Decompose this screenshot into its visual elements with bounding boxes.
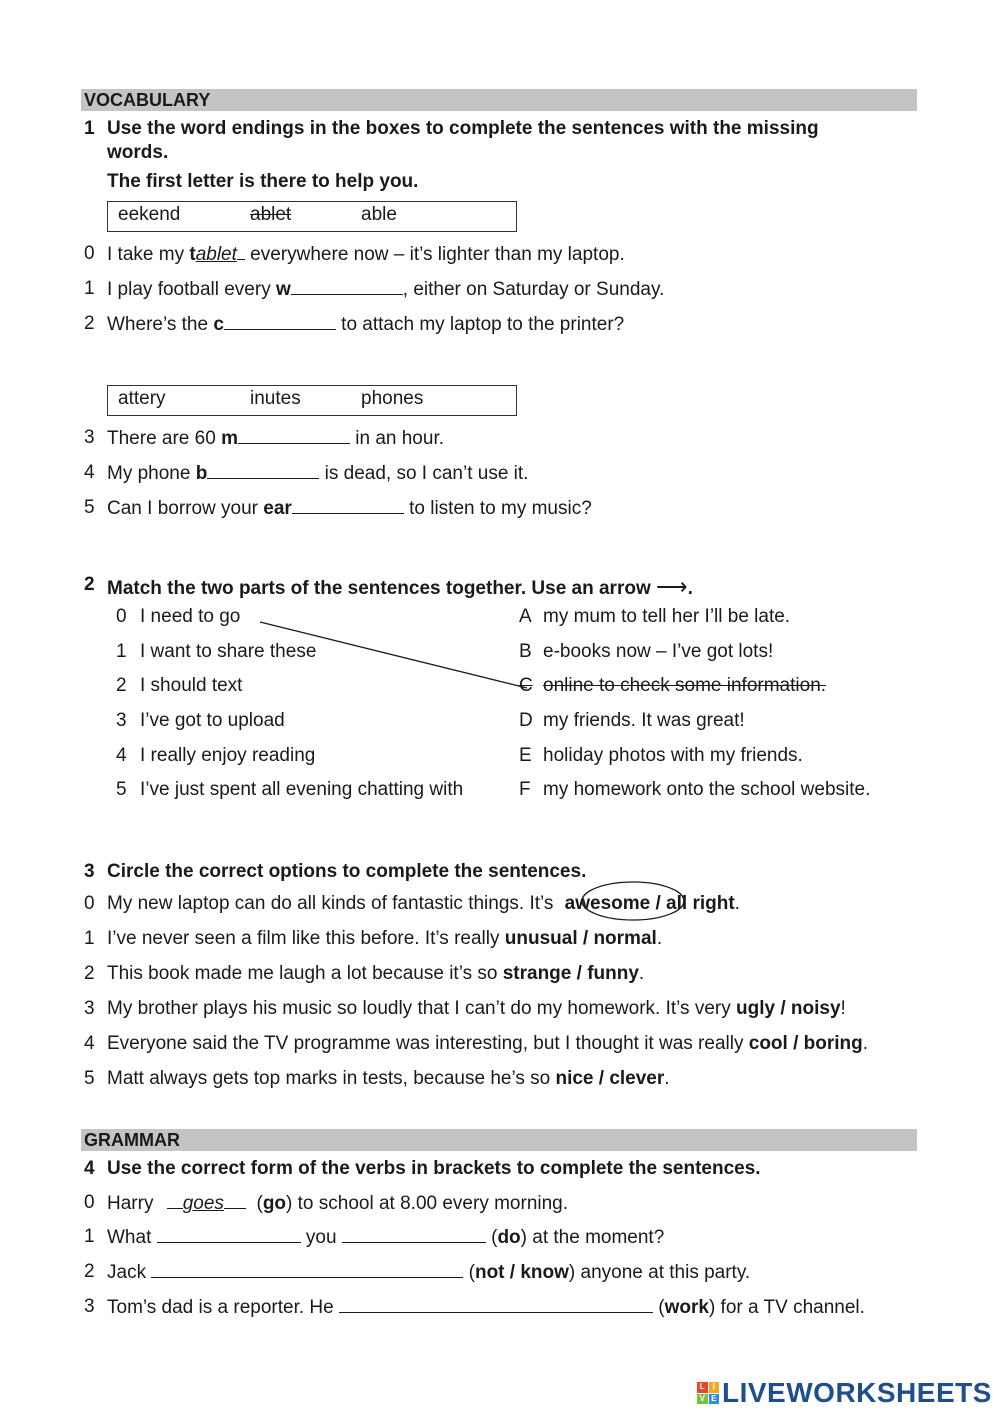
sentence: My brother plays his music so loudly that I can’t do my homework. It’s very ugly / noisy! <box>107 998 846 1019</box>
word-ending: able <box>361 204 397 225</box>
sentence: This book made me laugh a lot because it’s so strange / funny. <box>107 963 645 984</box>
section-header-vocabulary: VOCABULARY <box>81 89 917 111</box>
option-pair[interactable]: nice / clever <box>555 1068 665 1089</box>
logo-mark-icon: L I V E <box>697 1382 719 1404</box>
option-pair[interactable]: unusual / normal <box>504 928 657 949</box>
match-right-letter: A <box>519 606 532 627</box>
match-right-letter: F <box>519 779 531 800</box>
arrow-icon: ⟶ <box>656 574 688 599</box>
answer-example: ablet <box>195 244 237 265</box>
exercise-number: 3 <box>84 861 95 882</box>
match-right-item[interactable]: my homework onto the school website. <box>543 779 871 800</box>
match-right-item[interactable]: my friends. It was great! <box>543 710 745 731</box>
word-ending: eekend <box>118 204 181 225</box>
option-pair[interactable]: awesome / all right <box>564 893 735 914</box>
match-left-number: 1 <box>116 641 127 662</box>
item-number: 1 <box>84 278 95 299</box>
match-left-number: 5 <box>116 779 127 800</box>
match-left-item[interactable]: I should text <box>140 675 243 696</box>
match-right-letter: E <box>519 745 532 766</box>
answer-blank[interactable] <box>342 1226 486 1243</box>
item-number: 0 <box>84 243 95 264</box>
match-right-item[interactable]: my mum to tell her I’ll be late. <box>543 606 791 627</box>
item-number: 0 <box>84 1192 95 1213</box>
sentence: Where’s the c to attach my laptop to the printer? <box>107 314 625 335</box>
sentence: What you (do) at the moment? <box>107 1227 665 1248</box>
sentence: I play football every w , either on Saturday or Sunday. <box>107 279 665 300</box>
match-left-number: 4 <box>116 745 127 766</box>
match-left-item[interactable]: I want to share these <box>140 641 317 662</box>
match-right-item[interactable]: holiday photos with my friends. <box>543 745 803 766</box>
exercise-instruction: Use the correct form of the verbs in brackets to complete the sentences. <box>107 1158 761 1179</box>
option-pair[interactable]: cool / boring <box>748 1033 863 1054</box>
exercise-number: 1 <box>84 118 95 139</box>
exercise-instruction: Use the word endings in the boxes to complete the sentences with the missing <box>107 118 819 139</box>
match-left-item[interactable]: I’ve just spent all evening chatting with <box>140 779 464 800</box>
item-number: 3 <box>84 427 95 448</box>
match-left-number: 2 <box>116 675 127 696</box>
liveworksheets-logo[interactable] <box>697 1378 992 1408</box>
item-number: 1 <box>84 928 95 949</box>
word-ending: inutes <box>250 388 301 409</box>
answer-blank[interactable] <box>339 1296 653 1313</box>
item-number: 0 <box>84 893 95 914</box>
word-ending: phones <box>361 388 424 409</box>
sentence: Jack (not / know) anyone at this party. <box>107 1262 751 1283</box>
match-right-letter: C <box>519 675 533 696</box>
item-number: 2 <box>84 963 95 984</box>
match-right-letter: D <box>519 710 533 731</box>
sentence: Everyone said the TV programme was interesting, but I thought it was really cool / boring. <box>107 1033 869 1054</box>
item-number: 2 <box>84 1261 95 1282</box>
sentence: I’ve never seen a film like this before. It’s really unusual / normal. <box>107 928 663 949</box>
match-right-item[interactable]: e-books now – I’ve got lots! <box>543 641 774 662</box>
sentence: Can I borrow your ear to listen to my music? <box>107 498 592 519</box>
sentence: I take my tablet everywhere now – it’s lighter than my laptop. <box>107 244 625 265</box>
word-ending-used: ablet <box>250 204 292 225</box>
sentence: My new laptop can do all kinds of fantastic things. It’s awesome / all right. <box>107 893 740 914</box>
option-pair[interactable]: strange / funny <box>502 963 639 984</box>
word-ending: attery <box>118 388 166 409</box>
match-right-letter: B <box>519 641 532 662</box>
item-number: 4 <box>84 1033 95 1054</box>
item-number: 3 <box>84 1296 95 1317</box>
exercise-instruction: Circle the correct options to complete the sentences. <box>107 861 587 882</box>
sentence: Harry goes (go) to school at 8.00 every morning. <box>107 1193 569 1214</box>
logo-text: LIVEWORKSHEETS <box>722 1377 992 1408</box>
match-left-number: 0 <box>116 606 127 627</box>
item-number: 1 <box>84 1226 95 1247</box>
item-number: 4 <box>84 462 95 483</box>
item-number: 5 <box>84 497 95 518</box>
exercise-instruction: Match the two parts of the sentences together. Use an arrow ⟶. <box>107 574 693 599</box>
match-left-number: 3 <box>116 710 127 731</box>
exercise-number: 4 <box>84 1158 95 1179</box>
answer-example: goes <box>182 1193 224 1214</box>
item-number: 5 <box>84 1068 95 1089</box>
sentence: Matt always gets top marks in tests, because he’s so nice / clever. <box>107 1068 670 1089</box>
answer-blank[interactable] <box>157 1226 301 1243</box>
option-pair[interactable]: ugly / noisy <box>736 998 841 1019</box>
match-left-item[interactable]: I’ve got to upload <box>140 710 285 731</box>
exercise-instruction: The first letter is there to help you. <box>107 171 419 192</box>
item-number: 2 <box>84 313 95 334</box>
match-left-item[interactable]: I really enjoy reading <box>140 745 316 766</box>
section-header-grammar: GRAMMAR <box>81 1129 917 1151</box>
match-left-item[interactable]: I need to go <box>140 606 241 627</box>
sentence: Tom’s dad is a reporter. He (work) for a TV channel. <box>107 1297 865 1318</box>
answer-blank[interactable] <box>151 1261 463 1278</box>
item-number: 3 <box>84 998 95 1019</box>
exercise-instruction: words. <box>107 142 169 163</box>
exercise-number: 2 <box>84 574 95 595</box>
sentence: There are 60 m in an hour. <box>107 428 445 449</box>
match-right-item-used[interactable]: online to check some information. <box>543 675 827 696</box>
sentence: My phone b is dead, so I can’t use it. <box>107 463 529 484</box>
